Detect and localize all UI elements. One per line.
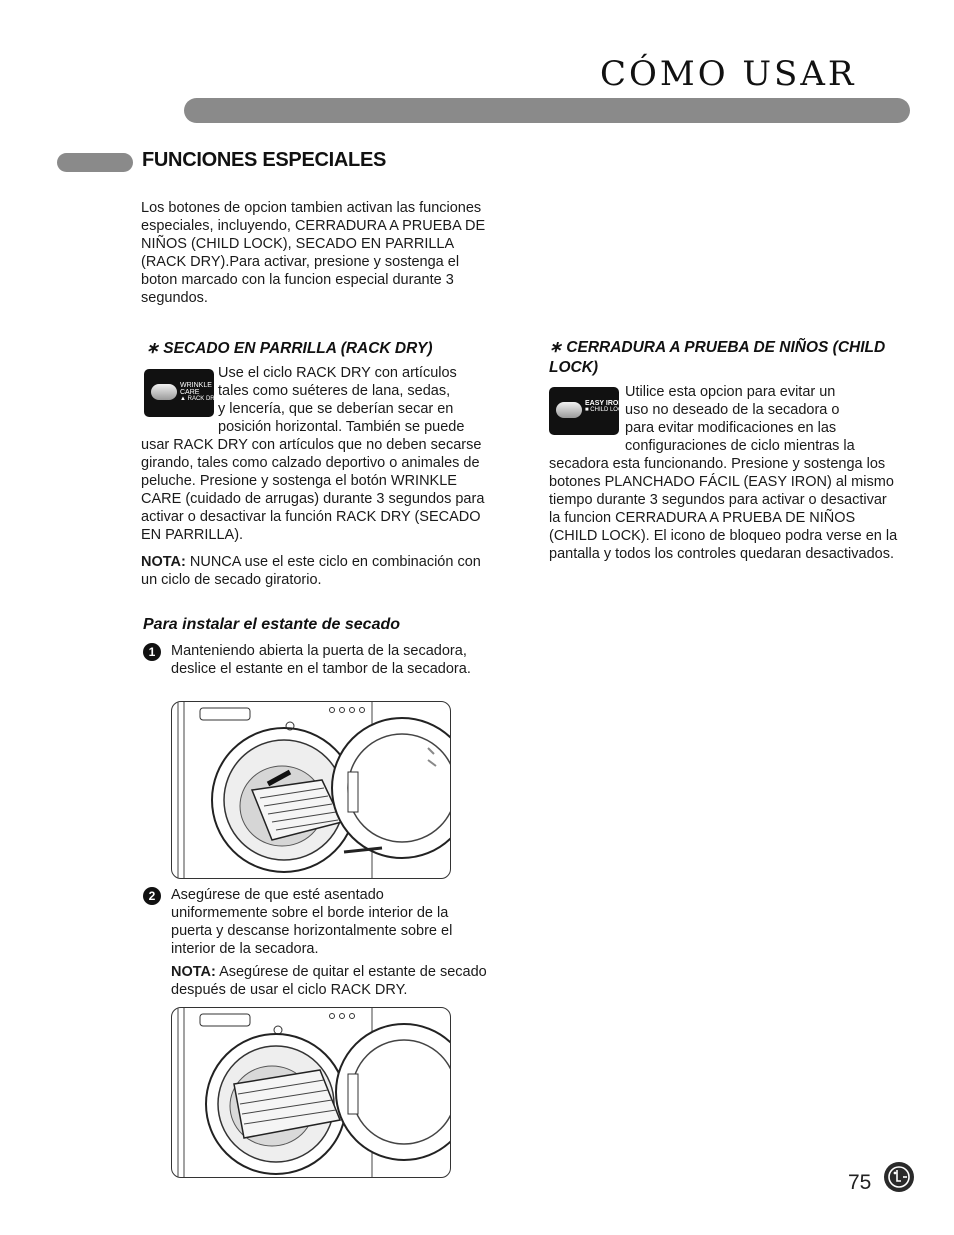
- step-2-number: 2: [143, 887, 161, 905]
- note-label: NOTA:: [141, 554, 186, 570]
- easy-iron-panel-label: EASY IRON ■ CHILD LOCK: [585, 400, 627, 413]
- step-2-text: Asegúrese de que esté asentado uniformemente sobre el borde interior de la puerta y descanse horizontalmente sobre el interior de la secadora.: [171, 887, 453, 957]
- easy-iron-panel-image: [549, 387, 627, 435]
- dryer-illustration-1: [172, 702, 450, 878]
- step-1-text: Manteniendo abierta la puerta de la secadora, deslice el estante en el tambor de la secadora.: [171, 643, 471, 677]
- step-1-number: 1: [143, 643, 161, 661]
- wrinkle-care-button-graphic: [151, 384, 177, 400]
- lg-logo: [884, 1162, 914, 1192]
- note-text: Asegúrese de quitar el estante de secado después de usar el ciclo RACK DRY.: [171, 964, 487, 998]
- wrinkle-care-panel-label: WRINKLE CARE ▲ RACK DRY: [180, 382, 219, 402]
- rack-dry-body-wrap: Use el ciclo RACK DRY con artículos tales como suéteres de lana, sedas, y lencería, que se deberían secar en posición horizontal. También se puede: [218, 365, 465, 435]
- lg-logo-icon: [884, 1162, 914, 1192]
- install-heading: Para instalar el estante de secado: [143, 616, 401, 633]
- dryer-illustration-2: [172, 1008, 450, 1177]
- section-marker: [57, 153, 133, 172]
- rack-dry-note: [141, 553, 491, 589]
- page-number: 75: [848, 1171, 872, 1194]
- child-lock-body: secadora esta funcionando. Presione y sostenga los botones PLANCHADO FÁCIL (EASY IRON) al mismo tiempo durante 3 segundos para activar o desactivar la funcion CERRADURA A PRUEBA DE NIÑOS (CHILD LOCK). El icono de bloqueo podra verse en la pantalla y todos los controles quedaran desactivados.: [549, 456, 898, 562]
- rack-dry-body: usar RACK DRY con artículos que no deben secarse girando, tales como calzado deportivo o animales de peluche. Presione y sostenga el botón WRINKLE CARE (cuidado de arrugas) durante 3 segundos para activar o desactivar la función RACK DRY (SECADO EN PARRILLA).: [141, 437, 485, 543]
- note-text: NUNCA use el este ciclo en combinación con un ciclo de secado giratorio.: [141, 554, 481, 588]
- child-lock-body-wrap: Utilice esta opcion para evitar un uso no deseado de la secadora o para evitar modificaciones en las configuraciones de ciclo mientras la: [625, 384, 855, 454]
- wrinkle-care-panel-image: [144, 369, 219, 417]
- easy-iron-button-graphic: [556, 402, 582, 418]
- note-label: NOTA:: [171, 964, 216, 980]
- section-heading: FUNCIONES ESPECIALES: [142, 149, 387, 171]
- child-lock-heading: ∗ CERRADURA A PRUEBA DE NIÑOS (CHILD LOCK): [549, 339, 886, 376]
- dryer-rack-seated-illustration: [171, 1007, 451, 1178]
- step-2-note: [171, 963, 491, 999]
- dryer-rack-insert-illustration: [171, 701, 451, 879]
- page-title: CÓMO USAR: [600, 54, 857, 94]
- intro-paragraph: Los botones de opcion tambien activan las funciones especiales, incluyendo, CERRADURA A PRUEBA DE NIÑOS (CHILD LOCK), SECADO EN PARRILLA (RACK DRY).Para activar, presione y sostenga el boton marcado con la funcion especial durante 3 segundos.: [141, 200, 486, 306]
- title-bar: [184, 98, 910, 123]
- rack-dry-heading: ∗ SECADO EN PARRILLA (RACK DRY): [146, 340, 433, 357]
